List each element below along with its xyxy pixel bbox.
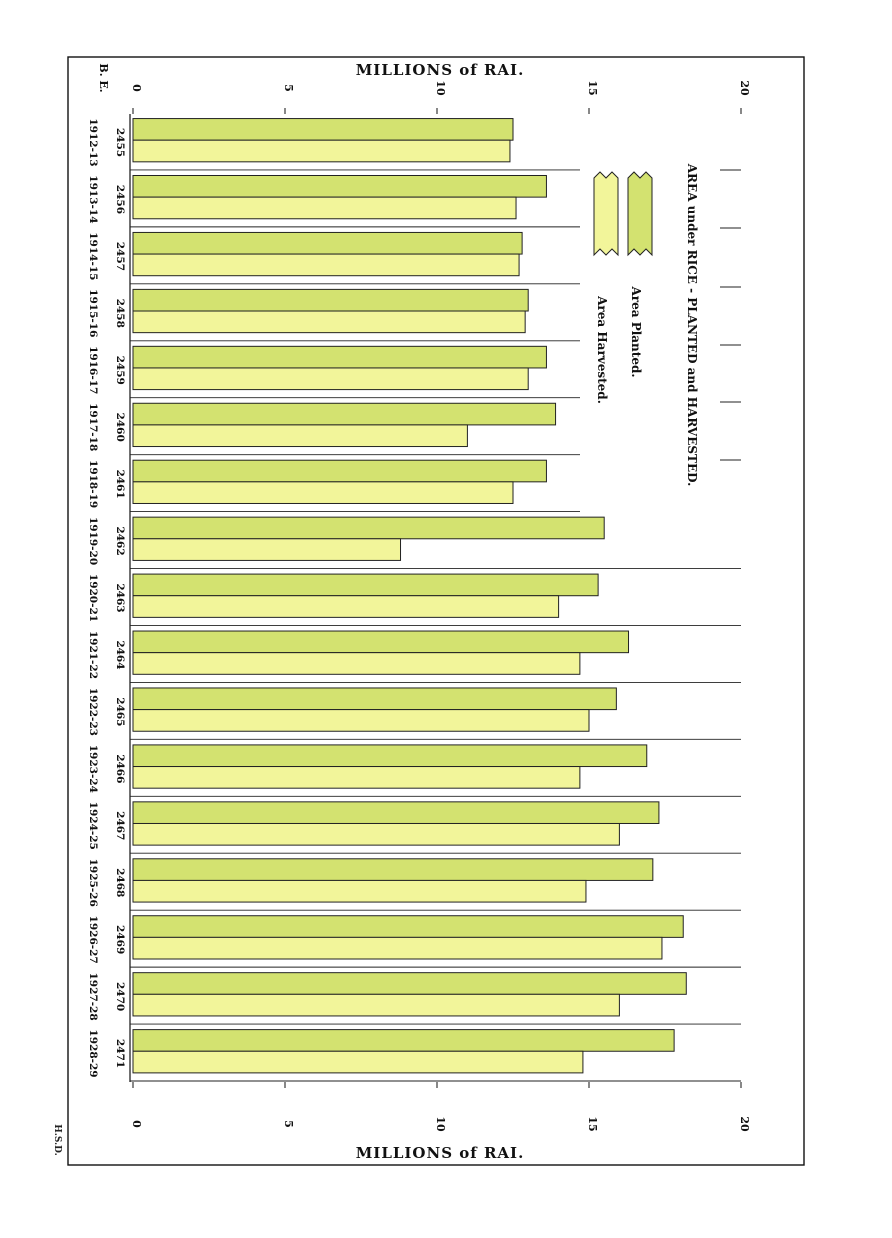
- bar-planted: [133, 745, 647, 767]
- bar-planted: [133, 916, 683, 938]
- bar-harvested: [133, 311, 525, 333]
- category-label-ad: 1921-22: [87, 630, 99, 680]
- tick-label-bottom: 10: [434, 1116, 447, 1132]
- legend: [594, 163, 699, 487]
- bar-harvested: [133, 1051, 583, 1073]
- category-label-be: 2471: [114, 1038, 126, 1069]
- category-label-be: 2458: [114, 298, 126, 328]
- category-label-be: 2463: [114, 583, 126, 613]
- bar-planted: [133, 631, 629, 653]
- tick-label-bottom: 15: [586, 1116, 599, 1132]
- legend-label-planted: Area Planted.: [629, 286, 643, 378]
- category-label-be: 2468: [114, 868, 126, 898]
- tick-label-bottom: 20: [738, 1116, 751, 1132]
- bar-planted: [133, 460, 546, 482]
- bar-harvested: [133, 254, 519, 276]
- category-label-ad: 1928-29: [87, 1029, 99, 1078]
- category-label-be: 2462: [114, 526, 126, 556]
- legend-label-harvested: Area Harvested.: [595, 296, 609, 404]
- category-label-ad: 1912-13: [87, 118, 99, 167]
- bar-planted: [133, 973, 686, 995]
- bar-planted: [133, 802, 659, 824]
- bar-planted: [133, 119, 513, 141]
- signature: H.S.D.: [52, 1124, 62, 1156]
- bar-harvested: [133, 880, 586, 902]
- category-label-ad: 1927-28: [87, 972, 99, 1021]
- category-label-ad: 1918-19: [87, 460, 99, 509]
- bar-planted: [133, 859, 653, 881]
- category-label-ad: 1923-24: [87, 744, 99, 793]
- category-label-be: 2469: [114, 925, 126, 955]
- bar-harvested: [133, 653, 580, 675]
- axis-title-bottom: MILLIONS of RAI.: [355, 1144, 525, 1162]
- category-label-be: 2460: [114, 412, 126, 442]
- category-label-be: 2461: [114, 469, 126, 499]
- bar-planted: [133, 346, 546, 368]
- bar-harvested: [133, 710, 589, 732]
- category-label-be: 2465: [114, 697, 126, 727]
- bars-group: [133, 119, 686, 1073]
- category-label-ad: 1914-15: [87, 232, 99, 281]
- bar-planted: [133, 403, 556, 425]
- tick-label-bottom: 0: [130, 1120, 143, 1128]
- category-label-ad: 1925-26: [87, 858, 99, 907]
- bar-planted: [133, 232, 522, 254]
- bar-harvested: [133, 767, 580, 789]
- category-label-be: 2455: [114, 127, 126, 158]
- category-label-be: 2456: [114, 184, 126, 215]
- category-label-ad: 1913-14: [87, 175, 99, 224]
- bar-planted: [133, 1030, 674, 1052]
- category-label-ad: 1924-25: [87, 801, 99, 850]
- tick-label-top: 20: [738, 80, 751, 96]
- bar-harvested: [133, 823, 619, 845]
- bar-planted: [133, 688, 616, 710]
- bar-planted: [133, 289, 528, 311]
- bar-planted: [133, 517, 604, 539]
- category-label-ad: 1916-17: [87, 346, 99, 395]
- tick-label-bottom: 5: [282, 1120, 295, 1128]
- category-label-be: 2470: [114, 981, 126, 1012]
- bar-harvested: [133, 197, 516, 219]
- category-label-be: 2459: [114, 355, 126, 385]
- bar-planted: [133, 574, 598, 596]
- bar-harvested: [133, 140, 510, 162]
- bar-harvested: [133, 937, 662, 959]
- bar-harvested: [133, 994, 619, 1016]
- legend-swatch-planted: [628, 172, 652, 255]
- tick-label-top: 15: [586, 80, 599, 96]
- bar-harvested: [133, 596, 559, 618]
- category-label-ad: 1917-18: [87, 403, 99, 452]
- category-label-ad: 1926-27: [87, 915, 99, 964]
- tick-label-top: 10: [434, 80, 447, 96]
- chart-title: AREA under RICE - PLANTED and HARVESTED.: [685, 163, 699, 487]
- bar-harvested: [133, 482, 513, 504]
- category-label-be: 2467: [114, 811, 126, 841]
- category-label-ad: 1922-23: [87, 687, 99, 736]
- axis-title-top: MILLIONS of RAI.: [355, 61, 525, 79]
- bar-harvested: [133, 368, 528, 390]
- category-label-ad: 1919-20: [87, 516, 99, 566]
- legend-swatch-harvested: [594, 172, 618, 255]
- category-label-be: 2457: [114, 241, 126, 271]
- category-label-ad: 1915-16: [87, 289, 99, 338]
- bar-harvested: [133, 425, 467, 447]
- tick-label-top: 0: [130, 84, 143, 92]
- bar-planted: [133, 175, 546, 197]
- era-header: B. E.: [97, 63, 110, 93]
- tick-label-top: 5: [282, 84, 295, 92]
- category-label-ad: 1920-21: [87, 573, 99, 623]
- category-label-be: 2466: [114, 754, 126, 784]
- bar-harvested: [133, 539, 401, 561]
- category-label-be: 2464: [114, 640, 126, 670]
